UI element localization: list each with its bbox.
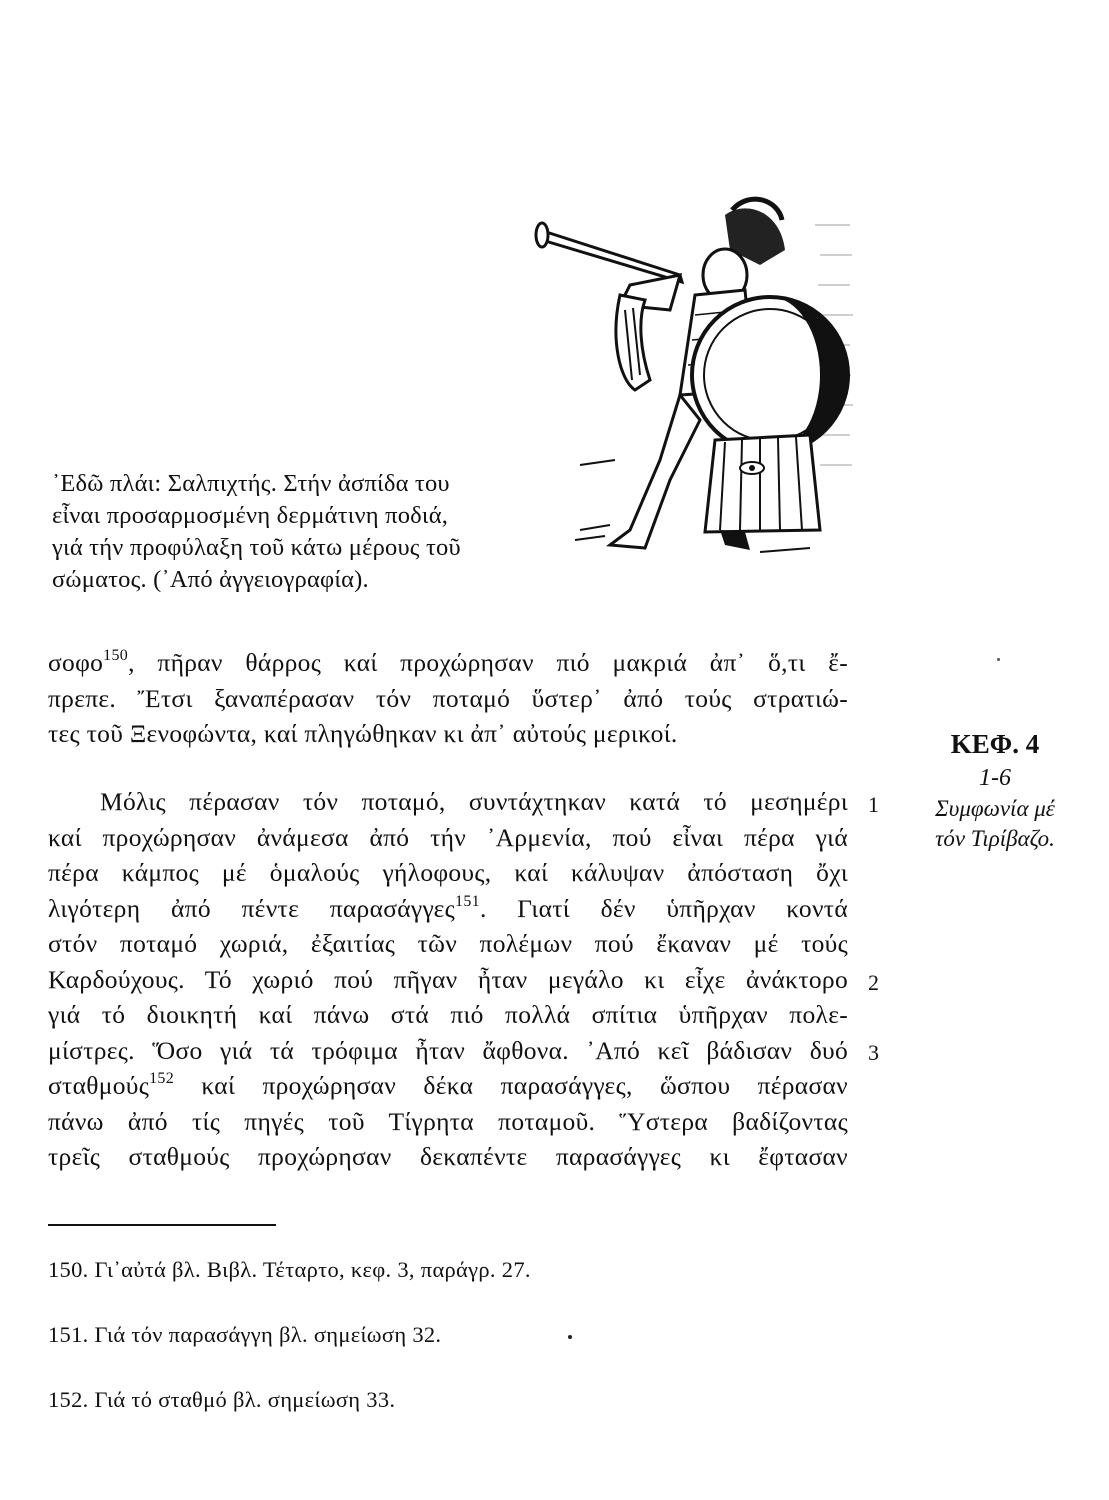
caption-line: γιά τήν προφύλαξη τοῦ κάτω μέρους τοῦ: [52, 534, 461, 561]
text-line: λιγότερη ἀπό πέντε παρασάγγες$^{151}$. Γιατί δέν ὑπῆρχαν κοντά: [48, 892, 848, 923]
caption-line: εἶναι προσαρμοσμένη δερμάτινη ποδιά,: [52, 502, 449, 529]
footnote-ref-151[interactable]: 151: [455, 892, 480, 910]
print-speck: [568, 1335, 572, 1339]
text-line: πέρα κάμπος μέ ὁμαλούς γήλοφους, καί κάλυψαν ἀπόσταση ὄχι: [48, 858, 848, 887]
illustration-caption: [52, 468, 522, 596]
footnote-ref-150[interactable]: 150: [103, 647, 129, 664]
main-paragraph: [48, 784, 848, 1175]
chapter-heading: ΚΕΦ. 4: [950, 729, 1040, 759]
footnote-151: 151. Γιά τόν παρασάγγη βλ. σημείωση 32.: [48, 1322, 442, 1347]
text-line: πάνω ἀπό τίς πηγές τοῦ Τίγρητα ποταμοῦ. Ὕστερα βαδίζοντας: [48, 1106, 848, 1136]
text-line: τες τοῦ Ξενοφώντα, καί πληγώθηκαν κι ἀπ᾽ αὐτούς μερικοί.: [48, 719, 678, 748]
print-speck: [997, 658, 1000, 661]
text-line: καί προχώρησαν ἀνάμεσα ἀπό τήν ᾽Αρμενία, πού εἶναι πέρα γιά: [48, 822, 848, 852]
text-line: στόν ποταμό χωριά, ἐξαιτίας τῶν πολέμων πού ἔκαναν μέ τούς: [48, 929, 848, 958]
footnote-150: 150. Γι᾽αὐτά βλ. Βιβλ. Τέταρτο, κεφ. 3, παράγρ. 27.: [48, 1257, 531, 1282]
margin-note: [905, 726, 1085, 854]
footnote-ref-152[interactable]: 152: [149, 1070, 175, 1087]
continuation-paragraph: [48, 645, 848, 752]
caption-line: ᾽Εδῶ πλάι: Σαλπιχτής. Στήν ἀσπίδα του: [52, 470, 450, 497]
footnote-rule: [48, 1224, 276, 1226]
text-line: Καρδούχους. Τό χωριό πού πῆγαν ἦταν μεγάλο κι εἶχε ἀνάκτορο: [48, 964, 848, 994]
text-line: Μόλις πέρασαν τόν ποταμό, συντάχτηκαν κατά τό μεσημέρι: [100, 787, 848, 816]
footnote-152: 152. Γιά τό σταθμό βλ. σημείωση 33.: [48, 1387, 396, 1412]
text-line: σοφο$^{150}$, πῆραν θάρρος καί προχώρησαν πιό μακριά ἀπ᾽ ὅ,τι ἔ-: [48, 647, 848, 677]
paragraph-number: 2: [868, 970, 879, 995]
text-line: σταθμούς$^{152}$ καί προχώρησαν δέκα παρασάγγες, ὥσπου πέρασαν: [48, 1070, 848, 1100]
paragraph-number: 3: [868, 1040, 879, 1065]
text-line: μίστρες. Ὅσο γιά τά τρόφιμα ἦταν ἄφθονα. ᾽Από κεῖ βάδισαν δυό: [48, 1035, 848, 1065]
section-range: 1-6: [979, 765, 1011, 791]
section-title-line: τόν Τιρίβαζο.: [935, 826, 1055, 851]
text-line: τρεῖς σταθμούς προχώρησαν δεκαπέντε παρασάγγες κι ἔφτασαν: [48, 1142, 848, 1171]
text-line: γιά τό διοικητή καί πάνω στά πιό πολλά σπίτια ὑπῆρχαν πολε-: [48, 1000, 848, 1029]
text-line: πρεπε. Ἔτσι ξαναπέρασαν τόν ποταμό ὕστερ᾽ ἀπό τούς στρατιώ-: [48, 683, 848, 713]
section-title-line: Συμφωνία μέ: [935, 796, 1055, 821]
trumpeter-illustration: [520, 180, 855, 570]
caption-line: σώματος. (᾽Από ἀγγειογραφία).: [52, 566, 369, 593]
paragraph-number: 1: [868, 792, 879, 817]
